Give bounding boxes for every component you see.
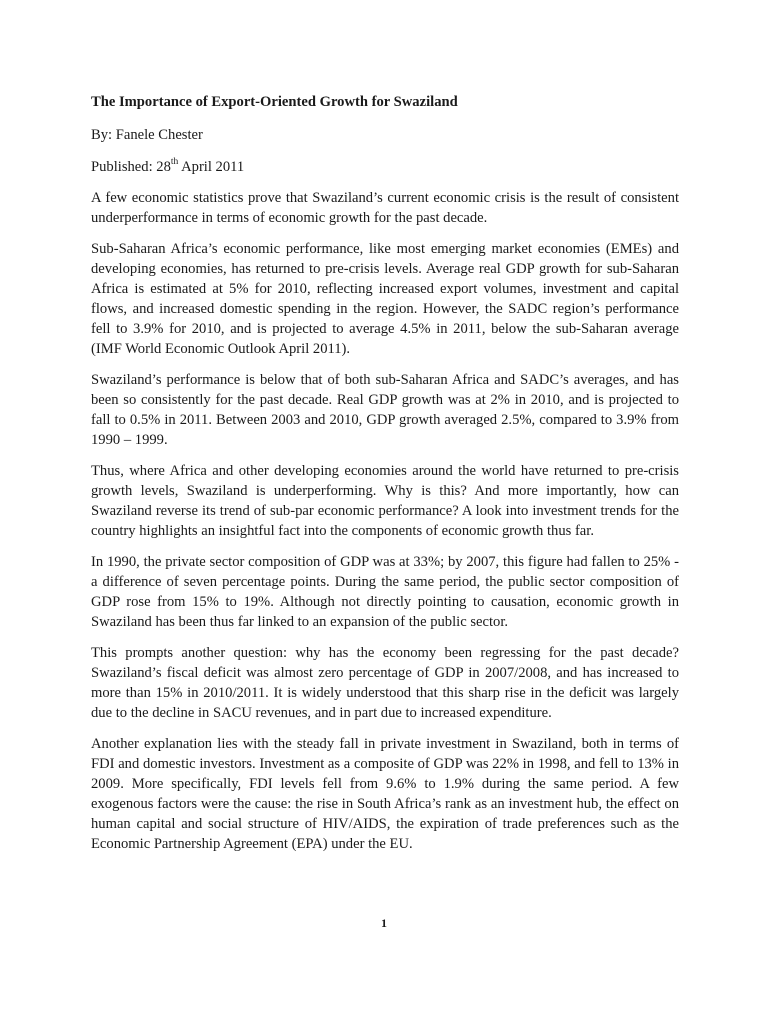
- paragraph-2: Sub-Saharan Africa’s economic performance, like most emerging market economies (EMEs) and developing economies, has returned to pre-crisis levels. Average real GDP growth for sub-Saharan Africa is estimated at 5% for 2010, reflecting increased export volumes, investment and capital flows, and increased domestic spending in the region. However, the SADC region’s performance fell to 3.9% for 2010, and is projected to average 4.5% in 2011, below the sub-Saharan average (IMF World Economic Outlook April 2011).: [91, 241, 679, 357]
- published-date: [91, 157, 679, 177]
- published-prefix: Published: 28: [91, 159, 171, 175]
- page-number: 1: [381, 916, 387, 930]
- paragraph-6: This prompts another question: why has the economy been regressing for the past decade? Swaziland’s fiscal deficit was almost zero percentage of GDP in 2007/2008, and has increased to more than 15% in 2010/2011. It is widely understood that this sharp rise in the deficit was largely due to the decline in SACU revenues, and in part due to increased expenditure.: [91, 645, 679, 721]
- document-body: [91, 92, 679, 865]
- paragraph-7: Another explanation lies with the steady fall in private investment in Swaziland, both in terms of FDI and domestic investors. Investment as a composite of GDP was 22% in 1998, and fell to 13% in 2009. More specifically, FDI levels fell from 9.6% to 1.9% during the same period. A few exogenous factors were the cause: the rise in South Africa’s rank as an investment hub, the effect on human capital and social structure of HIV/AIDS, the expiration of trade preferences such as the Economic Partnership Agreement (EPA) under the EU.: [91, 736, 679, 852]
- paragraph-3: Swaziland’s performance is below that of both sub-Saharan Africa and SADC’s averages, and has been so consistently for the past decade. Real GDP growth was at 2% in 2010, and is projected to fall to 0.5% in 2011. Between 2003 and 2010, GDP growth averaged 2.5%, compared to 3.9% from 1990 – 1999.: [91, 372, 679, 448]
- paragraph-5: In 1990, the private sector composition of GDP was at 33%; by 2007, this figure had fallen to 25% - a difference of seven percentage points. During the same period, the public sector composition of GDP rose from 15% to 19%. Although not directly pointing to causation, economic growth in Swaziland has been thus far linked to an expansion of the public sector.: [91, 554, 679, 630]
- paragraph-4: Thus, where Africa and other developing economies around the world have returned to pre-crisis growth levels, Swaziland is underperforming. Why is this? And more importantly, how can Swaziland reverse its trend of sub-par economic performance? A look into investment trends for the country highlights an insightful fact into the components of economic growth thus far.: [91, 463, 679, 539]
- byline: By: Fanele Chester: [91, 127, 203, 143]
- paragraph-1: A few economic statistics prove that Swaziland’s current economic crisis is the result of consistent underperformance in terms of economic growth for the past decade.: [91, 190, 679, 226]
- published-ordinal: th: [170, 157, 179, 168]
- published-suffix: April 2011: [178, 159, 245, 175]
- document-title: The Importance of Export-Oriented Growth for Swaziland: [91, 94, 458, 110]
